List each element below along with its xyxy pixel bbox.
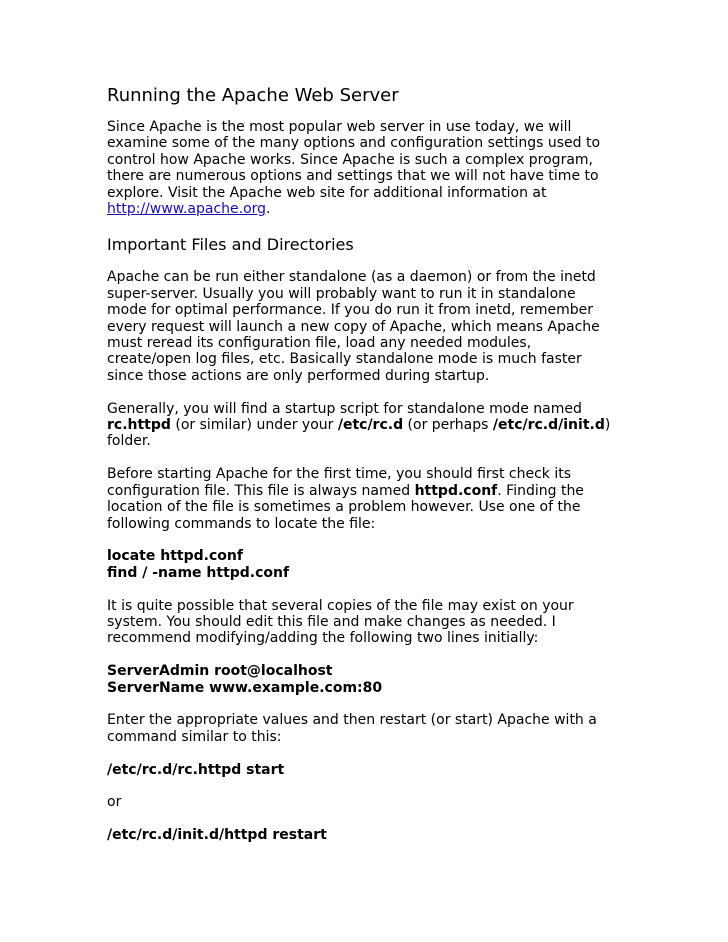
intro-link-period: .	[266, 201, 271, 218]
config-file-paragraph	[107, 466, 707, 532]
command-line: /etc/rc.d/init.d/httpd restart	[107, 827, 327, 844]
intro-line: explore. Visit the Apache web site for additional information at	[107, 184, 547, 201]
config-filename: httpd.conf	[414, 482, 498, 499]
inline-text: configuration file. This file is always named	[107, 482, 415, 499]
paragraph-line: recommend modifying/adding the following two lines initially:	[107, 630, 539, 647]
startup-script-paragraph	[107, 401, 707, 450]
restart-command	[107, 827, 707, 843]
directive-line: ServerAdmin root@localhost	[107, 663, 333, 680]
directive-line: ServerName www.example.com:80	[107, 679, 383, 696]
paragraph-line: Enter the appropriate values and then restart (or start) Apache with a	[107, 712, 597, 729]
init-directory: /etc/rc.d/init.d	[492, 417, 605, 434]
paragraph-line: mode for optimal performance. If you do run it from inetd, remember	[107, 302, 594, 319]
start-command	[107, 762, 707, 778]
document-title: Running the Apache Web Server	[107, 85, 399, 106]
locate-commands	[107, 548, 707, 581]
inline-text: (or similar) under your	[170, 417, 338, 434]
paragraph-line	[107, 483, 707, 499]
document-page	[107, 85, 707, 860]
command-line: find / -name httpd.conf	[107, 564, 290, 581]
command-line: /etc/rc.d/rc.httpd start	[107, 761, 285, 778]
paragraph-line: location of the file is sometimes a problem however. Use one of the	[107, 499, 581, 516]
inline-text: (or perhaps	[403, 417, 493, 434]
paragraph-line: command similar to this:	[107, 728, 282, 745]
standalone-paragraph	[107, 269, 707, 384]
intro-line: there are numerous options and settings that we will not have time to	[107, 168, 599, 185]
intro-link-line	[107, 201, 707, 217]
paragraph-line: super-server. Usually you will probably want to run it in standalone	[107, 285, 576, 302]
command-line: locate httpd.conf	[107, 548, 243, 565]
intro-line: Since Apache is the most popular web server in use today, we will	[107, 119, 572, 135]
paragraph-line: It is quite possible that several copies of the file may exist on your	[107, 597, 574, 614]
intro-paragraph	[107, 119, 707, 217]
or-separator	[107, 794, 707, 810]
apache-website-link[interactable]: http://www.apache.org	[107, 201, 267, 218]
edit-config-paragraph	[107, 598, 707, 647]
paragraph-line: Before starting Apache for the first time, you should first check its	[107, 466, 571, 483]
paragraph-line: Apache can be run either standalone (as a daemon) or from the inetd	[107, 269, 596, 286]
restart-paragraph	[107, 712, 707, 745]
inline-text: . Finding the	[497, 482, 584, 499]
paragraph-line	[107, 417, 707, 433]
section-heading: Important Files and Directories	[107, 235, 354, 255]
paragraph-line: every request will launch a new copy of Apache, which means Apache	[107, 318, 600, 335]
paragraph-line: create/open log files, etc. Basically standalone mode is much faster	[107, 351, 582, 368]
paragraph-line: folder.	[107, 433, 151, 450]
rc-directory: /etc/rc.d	[337, 417, 404, 434]
or-text: or	[107, 794, 122, 811]
paragraph-line: since those actions are only performed during startup.	[107, 367, 490, 384]
intro-line: examine some of the many options and configuration settings used to	[107, 135, 601, 152]
paragraph-line: following commands to locate the file:	[107, 515, 376, 532]
paragraph-line: system. You should edit this file and make changes as needed. I	[107, 613, 556, 630]
intro-line: control how Apache works. Since Apache is such a complex program,	[107, 151, 593, 168]
paragraph-line: must reread its configuration file, load any needed modules,	[107, 335, 532, 352]
inline-text: )	[604, 417, 611, 434]
paragraph-line: Generally, you will find a startup script for standalone mode named	[107, 400, 582, 417]
config-directives	[107, 663, 707, 696]
script-name: rc.httpd	[107, 417, 171, 434]
